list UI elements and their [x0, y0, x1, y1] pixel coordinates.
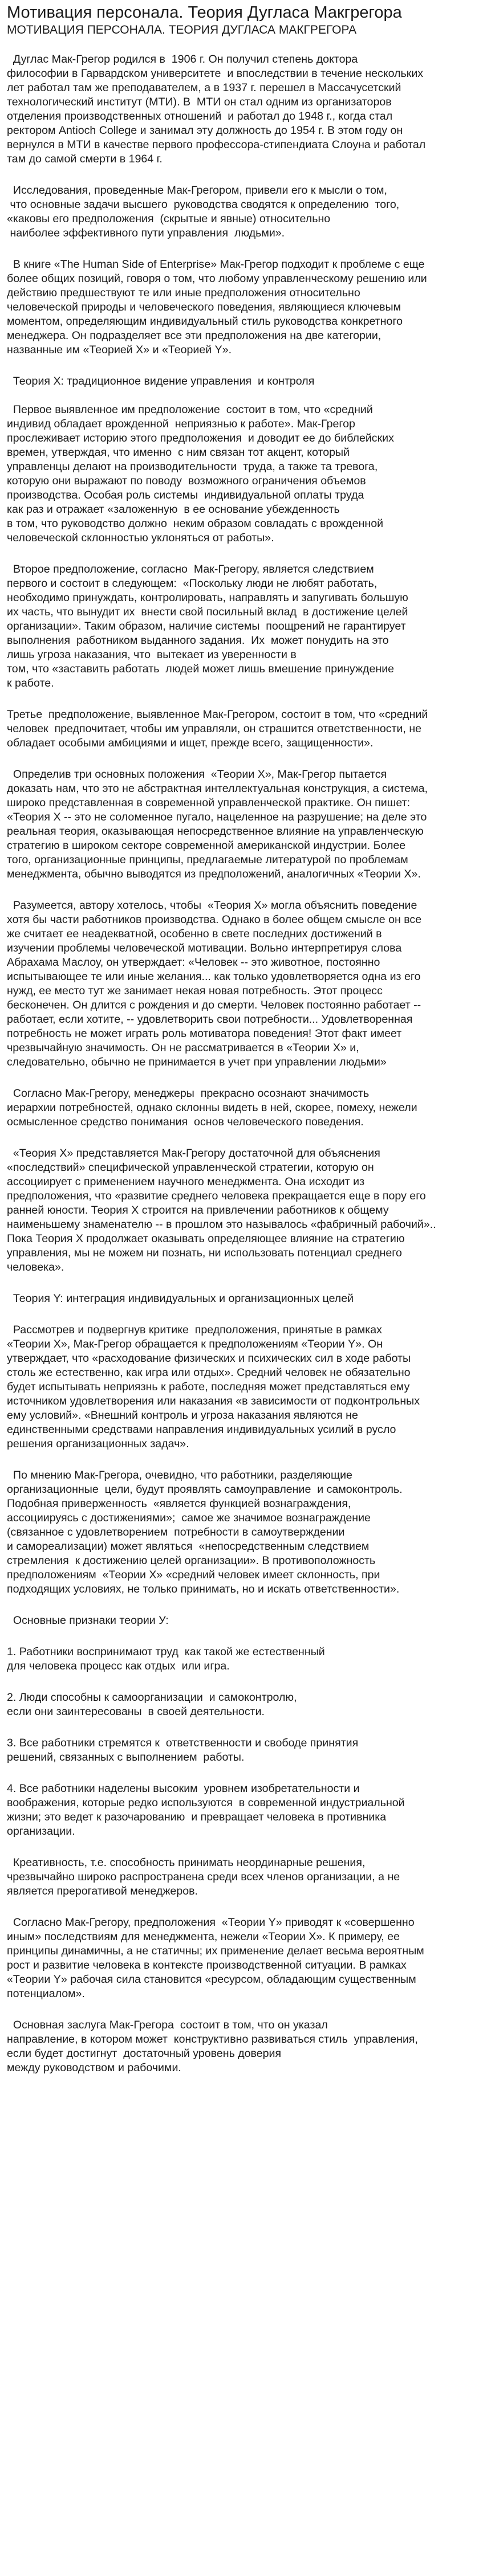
section-heading-theory-y: Теория Y: интеграция индивидуальных и организационных целей [7, 1292, 354, 1305]
paragraph-theory-y-intro: Рассмотрев и подвергнув критике предположения, принятые в рамках «Теории X», Мак-Грегор обращается к предположениям «Теории Y». Он утверждает, что «расходование физических и психических сил в ходе работы столь же естественно, как игра или отдых». Средний человек не обязательно будет испытывать неприязнь к работе, последняя может представляться ему источником удовлетворения или наказания «в зависимости от подконтрольных ему условий». «Внешний контроль и угроза наказания являются не единственными средствами направления индивидуальных усилий в русло решения организационных задач». [7, 1324, 420, 1450]
paragraph-theory-x-second: Второе предположение, согласно Мак-Грегору, является следствием первого и состоит в следующем: «Поскольку люди не любят работать, необходимо принуждать, контролировать, направлять и запугивать большую их часть, что вынудит их внести свой посильный вклад в достижение целей организации». Таким образом, наличие системы поощрений не гарантирует выполнения работником выданного задания. Их может понудить на это лишь угроза наказания, что вытекает из уверенности в том, что «заставить работать людей может лишь вмешение принуждение к работе. [7, 563, 408, 689]
list-item-feature-4: 4. Все работники наделены высоким уровнем изобретательности и воображения, которые редко используются в современной индустриальной жизни; это ведет к разочарованию и превращает человека в противника организации. [7, 1782, 405, 1838]
paragraph-theory-y-goals: По мнению Мак-Грегора, очевидно, что работники, разделяющие организационные цели, будут проявлять самоуправление и самоконтроль. Подобная приверженность «является функцией вознаграждения, ассоциируясь с достижениями»; самое же значимое вознаграждение (связанное с удовлетворением потребности в самоутверждении и самореализации) может являться «непосредственным следствием стремления к достижению целей организации». В противоположность предположениям «Теории X» «средний человек имеет склонность, при подходящих условиях, не только принимать, но и искать ответственности». [7, 1469, 403, 1595]
paragraph-theory-x-first: Теория X: традиционное видение управления и контроля Первое выявленное им предположение состоит в том, что «средний индивид обладает врожденной неприязнью к работе». Мак-Грегор прослеживает историю этого предположения и доводит ее до библейских времен, утверждая, что именно с ним связан тот акцент, который управленцы делают на производительности труда, а также та тревога, которую они выражают по поводу возможного ограничения объемов производства. Особая роль системы индивидуальной оплаты труда как раз и отражает «заложенную в ее основание убежденность в том, что руководство должно неким образом совладать с врожденной человеческой склонностью уклоняться от работы». [7, 375, 394, 544]
paragraph-research: Исследования, проведенные Мак-Грегором, привели его к мысли о том, что основные задачи высшего руководства сводятся к определению того, «каковы его предположения (скрытые и явные) относительно наиболее эффективного пути управления людьми». [7, 184, 400, 239]
list-item-feature-1: 1. Работники воспринимают труд как такой же естественный для человека процесс как отдых или игра. [7, 1646, 325, 1672]
paragraph-theory-y-consequences: Согласно Мак-Грегору, предположения «Теории Y» приводят к «совершенно иным» последствиям для менеджмента, нежели «Теории X». К примеру, ее принципы динамичны, а не статичны; их применение делает весьма вероятным рост и развитие человека в контексте производственной ситуации. В рамках «Теории Y» рабочая сила становится «ресурсом, обладающим существенным потенциалом». [7, 1916, 424, 2000]
paragraph-hierarchy: Согласно Мак-Грегору, менеджеры прекрасно осознают значимость иерархии потребностей, однако склонны видеть в ней, скорее, помеху, нежели осмысленное средство понимания основ человеческого поведения. [7, 1087, 417, 1128]
list-item-feature-2: 2. Люди способны к самоорганизации и самоконтролю, если они заинтересованы в своей деятельности. [7, 1691, 297, 1718]
paragraph-biography: Дуглас Мак-Грегор родился в 1906 г. Он получил степень доктора философии в Гарвардском университете и впоследствии в течение нескольких лет работал там же преподавателем, а в 1937 г. перешел в Массачусетский технологический институт (МТИ). В МТИ он стал одним из организаторов отделения производственных отношений и работал до 1948 г., когда стал ректором Antioch College и занимал эту должность до 1954 г. В этом году он вернулся в МТИ в качестве первого профессора-стипендиата Слоуна и работал там до самой смерти в 1964 г. [7, 53, 426, 165]
paragraph-creativity: Креативность, т.е. способность принимать неординарные решения, чрезвычайно широко распространена среди всех членов организации, а не является прерогативой менеджеров. [7, 1856, 400, 1897]
paragraph-maslow: Разумеется, автору хотелось, чтобы «Теория X» могла объяснить поведение хотя бы части работников производства. Однако в более общем смысле он все же считает ее неадекватной, особенно в свете последних достижений в изучении проблемы человеческой мотивации. Вольно интерпретируя слова Абрахама Маслоу, он утверждает: «Человек -- это животное, постоянно испытывающее те или иные желания... как только удовлетворяется одна из его нужд, ее место тут же занимает некая новая потребность. Этот процесс бесконечен. Он длится с рождения и до смерти. Человек постоянно работает -- работает, если хотите, -- удовлетворить свои потребности... Удовлетворенная потребность не может играть роль мотиватора поведения! Этот факт имеет чрезвычайную значимость. Он не рассматривается в «Теории X» и, следовательно, обычно не принимается в учет при управлении людьми» [7, 899, 422, 1068]
paragraph-theory-x-third: Третье предположение, выявленное Мак-Грегором, состоит в том, что «средний человек предпочитает, чтобы им управляли, он страшится ответственности, не обладает особыми амбициями и ищет, прежде всего, защищенности». [7, 708, 428, 749]
section-heading-theory-y-features: Основные признаки теории У: [7, 1614, 169, 1627]
paragraph-conclusion: Основная заслуга Мак-Грегора состоит в том, что он указал направление, в котором может конструктивно развиваться стиль управления, если будет достигнут достаточный уровень доверия между руководством и рабочими. [7, 2019, 418, 2074]
list-item-feature-3: 3. Все работники стремятся к ответственности и свободе принятия решений, связанных с выполнением работы. [7, 1737, 359, 1763]
page-title: Мотивация персонала. Теория Дугласа Макгрегора [7, 3, 402, 22]
paragraph-book: В книге «The Human Side of Enterprise» Мак-Грегор подходит к проблеме с еще более общих позиций, говоря о том, что любому управленческому решению или действию предшествуют те или иные предположения относительно человеческой природы и человеческого поведения, являющиеся ключевым моментом, определяющим индивидуальный стиль руководства конкретного менеджера. Он подразделяет все эти предположения на две категории, названные им «Теорией X» и «Теорией Y». [7, 258, 427, 356]
paragraph-theory-x-practice: Определив три основных положения «Теории X», Мак-Грегор пытается доказать нам, что это не абстрактная интеллектуальная конструкция, а система, широко представленная в современной управленческой практике. Он пишет: «Теория X -- это не соломенное пугало, нацеленное на разрушение; на деле это реальная теория, оказывающая непосредственное влияние на управленческую стратегию в широком секторе современной американской индустрии. Более того, организационные принципы, предлагаемые литературой по проблемам менеджмента, обычно выводятся из предположений, аналогичных «Теории X». [7, 768, 428, 880]
paragraph-theory-x-consequences: «Теория X» представляется Мак-Грегору достаточной для объяснения «последствий» специфической управленческой стратегии, которую он ассоциирует с применением научного менеджмента. Она исходит из предположения, что «развитие среднего человека прекращается еще в пору его ранней юности. Теория X строится на привлечении работников к общему наименьшему знаменателю -- в прошлом это называлось «фабричный рабочий».. Пока Теория X продолжает оказывать определяющее влияние на стратегию управления, мы не можем ни познать, ни использовать потенциал среднего человека». [7, 1147, 436, 1273]
page-subtitle: МОТИВАЦИЯ ПЕРСОНАЛА. ТЕОРИЯ ДУГЛАСА МАКГРЕГОРА [7, 23, 357, 36]
